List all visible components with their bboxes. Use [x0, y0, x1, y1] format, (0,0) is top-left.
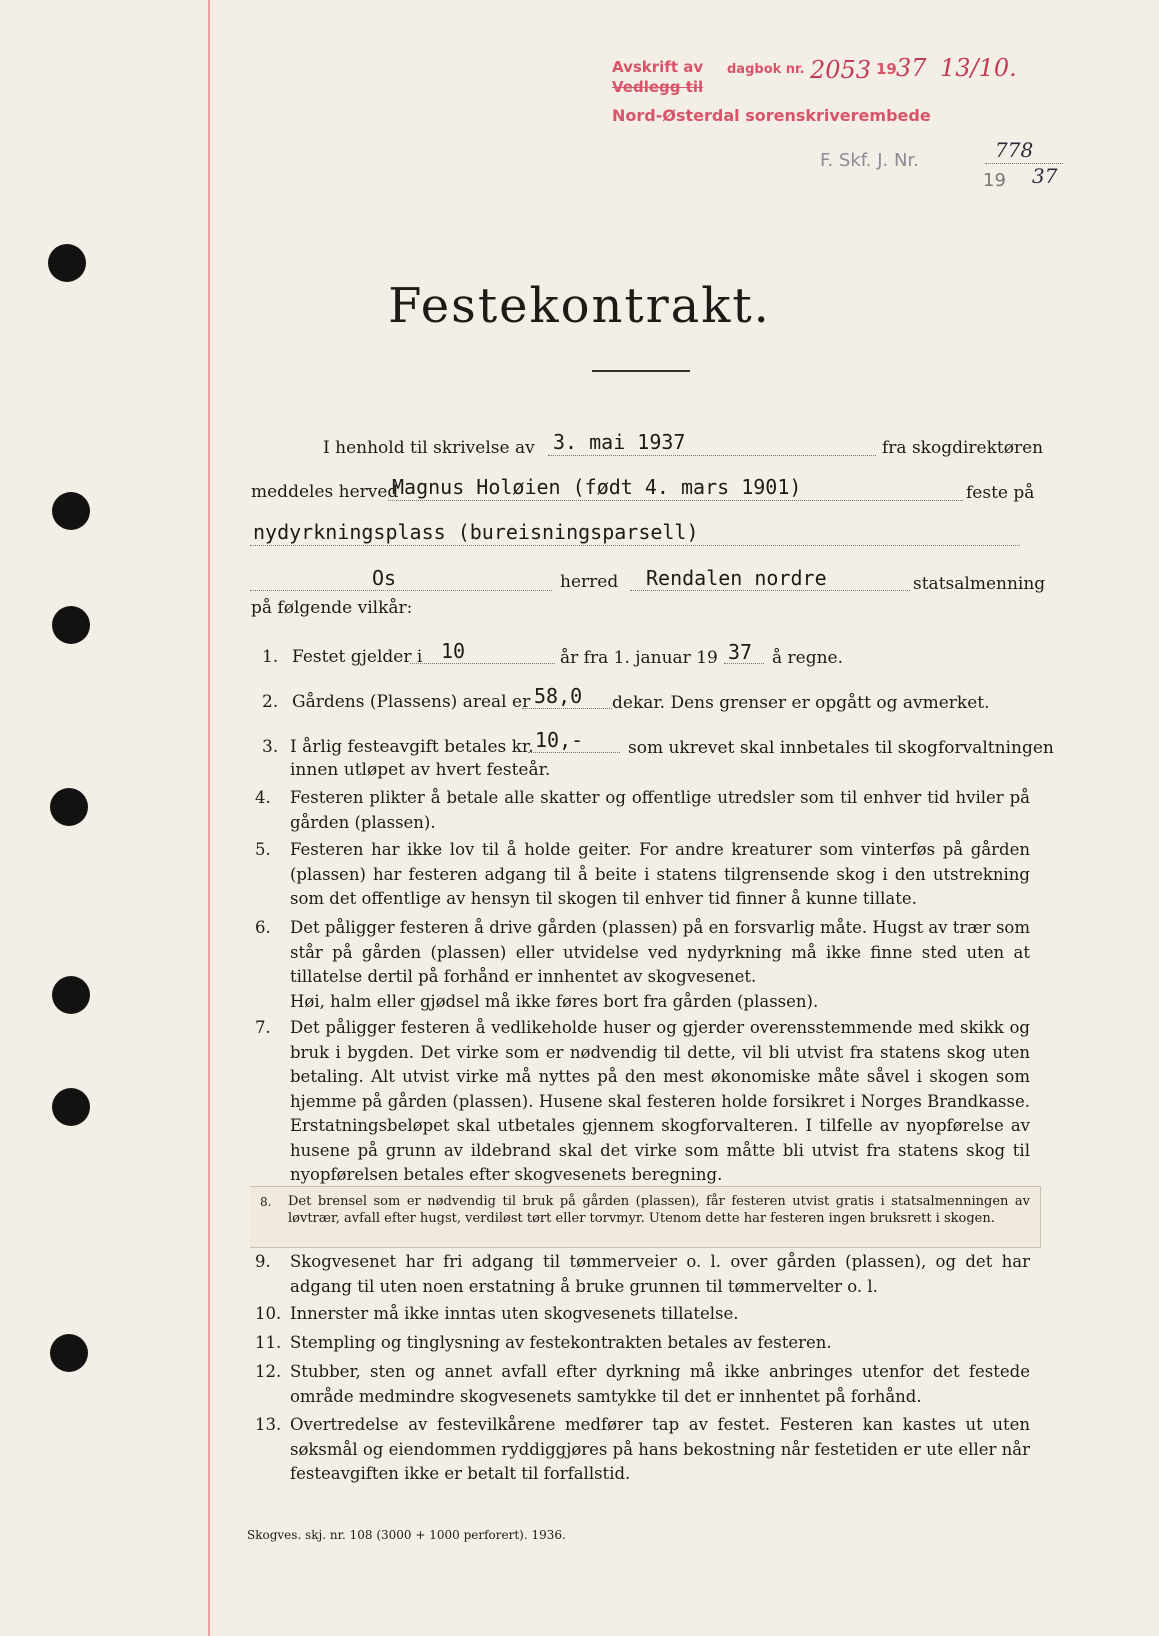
stamp-dagbok-number: 2053	[810, 56, 872, 84]
punch-hole	[52, 1088, 90, 1126]
punch-hole	[52, 606, 90, 644]
clause-text: Det brensel som er nødvendig til bruk på gården (plassen), får festeren utvist gratis i statsalmenningen av løvtrær, avfall efter hugst, verdiløst tørt eller torvmyr. Utenom dette har festeren ingen bruksrett i skogen.	[288, 1194, 1030, 1226]
clause-13	[255, 1413, 1030, 1487]
clause-11	[255, 1331, 1030, 1356]
clause-6	[255, 916, 1030, 1014]
clause-number: 9.	[255, 1252, 271, 1271]
clause-text: Stempling og tinglysning av festekontrakten betales av festeren.	[290, 1333, 832, 1352]
fill-line	[410, 663, 555, 664]
clause-4	[255, 786, 1030, 835]
clause-9	[255, 1250, 1030, 1299]
punch-hole	[52, 976, 90, 1014]
fill-line	[388, 500, 963, 501]
punch-hole	[48, 244, 86, 282]
lease-start-year: 37	[728, 640, 753, 664]
fill-line	[548, 455, 876, 456]
page-title: Festekontrakt.	[388, 278, 771, 334]
lease-object: nydyrkningsplass (bureisningsparsell)	[253, 520, 699, 544]
clause-3-text-a: I årlig festeavgift betales kr.	[290, 737, 534, 757]
skf-year-hand: 37	[1032, 164, 1058, 188]
stamp-line-court: Nord-Østerdal sorenskriverembede	[612, 106, 931, 125]
clause-text: Skogvesenet har fri adgang til tømmerveier o. l. over gården (plassen), og det har adgang til uten noen erstatning å bruke grunnen til tømmervelter o. l.	[290, 1252, 1030, 1296]
clause-text: Overtredelse av festevilkårene medfører tap av festet. Festeren kan kastes ut uten søksmål og eiendommen ryddiggjøres på hans bekostning når festetiden er ute eller når festeavgiften ikke er betalt til forfallstid.	[290, 1415, 1030, 1483]
fill-line	[528, 752, 620, 753]
lease-years: 10	[441, 639, 466, 663]
clause-2-number: 2.	[262, 692, 279, 712]
clause-1-number: 1.	[262, 647, 279, 667]
fill-line	[250, 590, 552, 591]
punch-hole	[52, 492, 90, 530]
holder-name: Magnus Holøien (født 4. mars 1901)	[392, 475, 802, 499]
stamp-line-avskrift: Avskrift av	[612, 58, 704, 76]
intro-statsalmenning: statsalmenning	[913, 574, 1046, 594]
fill-line	[630, 590, 910, 591]
clause-3-text-c: innen utløpet av hvert festeår.	[290, 760, 551, 780]
clause-text: Festeren har ikke lov til å holde geiter. For andre kreaturer som vinterføs på gården (plassen) har festeren adgang til å beite i statens tilgrensende skog i den utstrekning som det offentlige av hensyn til skogen til enhver tid finner å kunne tillate.	[290, 840, 1030, 908]
skf-label: F. Skf. J. Nr.	[820, 150, 919, 171]
fill-line	[522, 708, 612, 709]
clause-3-number: 3.	[262, 737, 279, 757]
punch-hole	[50, 788, 88, 826]
clause-text-2: Høi, halm eller gjødsel må ikke føres bort fra gården (plassen).	[290, 991, 819, 1011]
clause-1-text-b: år fra 1. januar 19	[560, 648, 718, 668]
clause-number: 7.	[255, 1018, 271, 1037]
clause-3-text-b: som ukrevet skal innbetales til skogforvaltningen	[628, 738, 1054, 758]
clause-2-text-a: Gårdens (Plassens) areal er	[292, 692, 531, 712]
clause-7	[255, 1016, 1030, 1188]
almenning-name: Rendalen nordre	[646, 566, 827, 590]
stamp-line-vedlegg: Vedlegg til	[612, 78, 704, 96]
clause-number: 12.	[255, 1362, 282, 1381]
intro-vilkar: på følgende vilkår:	[251, 598, 413, 618]
clause-1-text-c: å regne.	[772, 648, 844, 668]
clause-number: 6.	[255, 918, 271, 937]
intro-lead: I henhold til skrivelse av	[323, 438, 535, 458]
intro-meddeles: meddeles herved	[251, 482, 399, 502]
clause-10	[255, 1302, 1030, 1327]
clause-number: 8.	[260, 1195, 272, 1209]
clause-12	[255, 1360, 1030, 1409]
clause-1-text-a: Festet gjelder i	[292, 647, 423, 667]
clause-2-text-b: dekar. Dens grenser er opgått og avmerket.	[612, 693, 990, 713]
clause-number: 4.	[255, 788, 271, 807]
fill-line	[724, 663, 764, 664]
form-footer: Skogves. skj. nr. 108 (3000 + 1000 perforert). 1936.	[247, 1528, 566, 1542]
skf-year-print: 19	[983, 170, 1006, 191]
clause-text: Det påligger festeren å vedlikeholde huser og gjerder overensstemmende med skikk og bruk i bygden. Det virke som er nødvendig til dette, vil bli utvist fra statens skog uten betaling. Alt utvist virke må nyttes på den mest økonomiske måte såvel i skogen som hjemme på gården (plassen). Husene skal festeren holde forsikret i Norges Brandkasse. Erstatningsbeløpet skal utbetales gjennem skogforvalteren. I tilfelle av nyopførelse av husene på grunn av ildebrand skal det virke som måtte bli utvist fra statens skog til nyopførelsen betales efter skogvesenets beregning.	[290, 1018, 1030, 1184]
stamp-year-print: 19	[876, 60, 897, 78]
clause-5	[255, 838, 1030, 912]
title-rule	[592, 370, 690, 372]
fill-line	[250, 545, 1020, 546]
stamp-date-hand: 13/10.	[940, 54, 1017, 82]
clause-text: Stubber, sten og annet avfall efter dyrkning må ikke anbringes utenfor det festede område medmindre skogvesenets samtykke til det er innhentet på forhånd.	[290, 1362, 1030, 1406]
clause-number: 5.	[255, 840, 271, 859]
skf-number: 778	[995, 138, 1034, 162]
margin-line	[208, 0, 210, 1636]
stamp-year-hand: 37	[896, 54, 927, 82]
punch-hole	[50, 1334, 88, 1372]
letter-date: 3. mai 1937	[553, 430, 686, 454]
intro-feste-paa: feste på	[966, 483, 1035, 503]
farm-area: 58,0	[534, 684, 583, 708]
clause-number: 10.	[255, 1304, 282, 1323]
herred-name: Os	[372, 566, 397, 590]
stamp-line-dagbok: dagbok nr.	[727, 62, 805, 77]
clause-number: 11.	[255, 1333, 282, 1352]
clause-text: Innerster må ikke inntas uten skogvesenets tillatelse.	[290, 1304, 739, 1323]
annual-fee: 10,-	[535, 728, 584, 752]
clause-text: Festeren plikter å betale alle skatter og offentlige utredsler som til enhver tid hviler på gården (plassen).	[290, 788, 1030, 832]
clause-text: Det påligger festeren å drive gården (plassen) på en forsvarlig måte. Hugst av trær som står på gården (plassen) eller utvidelse ved nydyrkning må ikke finne sted uten at tillatelse dertil på forhånd er innhentet av skogvesenet.	[290, 918, 1030, 986]
clause-8	[250, 1186, 1041, 1248]
intro-herred: herred	[560, 572, 619, 592]
clause-number: 13.	[255, 1415, 282, 1434]
intro-from: fra skogdirektøren	[882, 438, 1044, 458]
